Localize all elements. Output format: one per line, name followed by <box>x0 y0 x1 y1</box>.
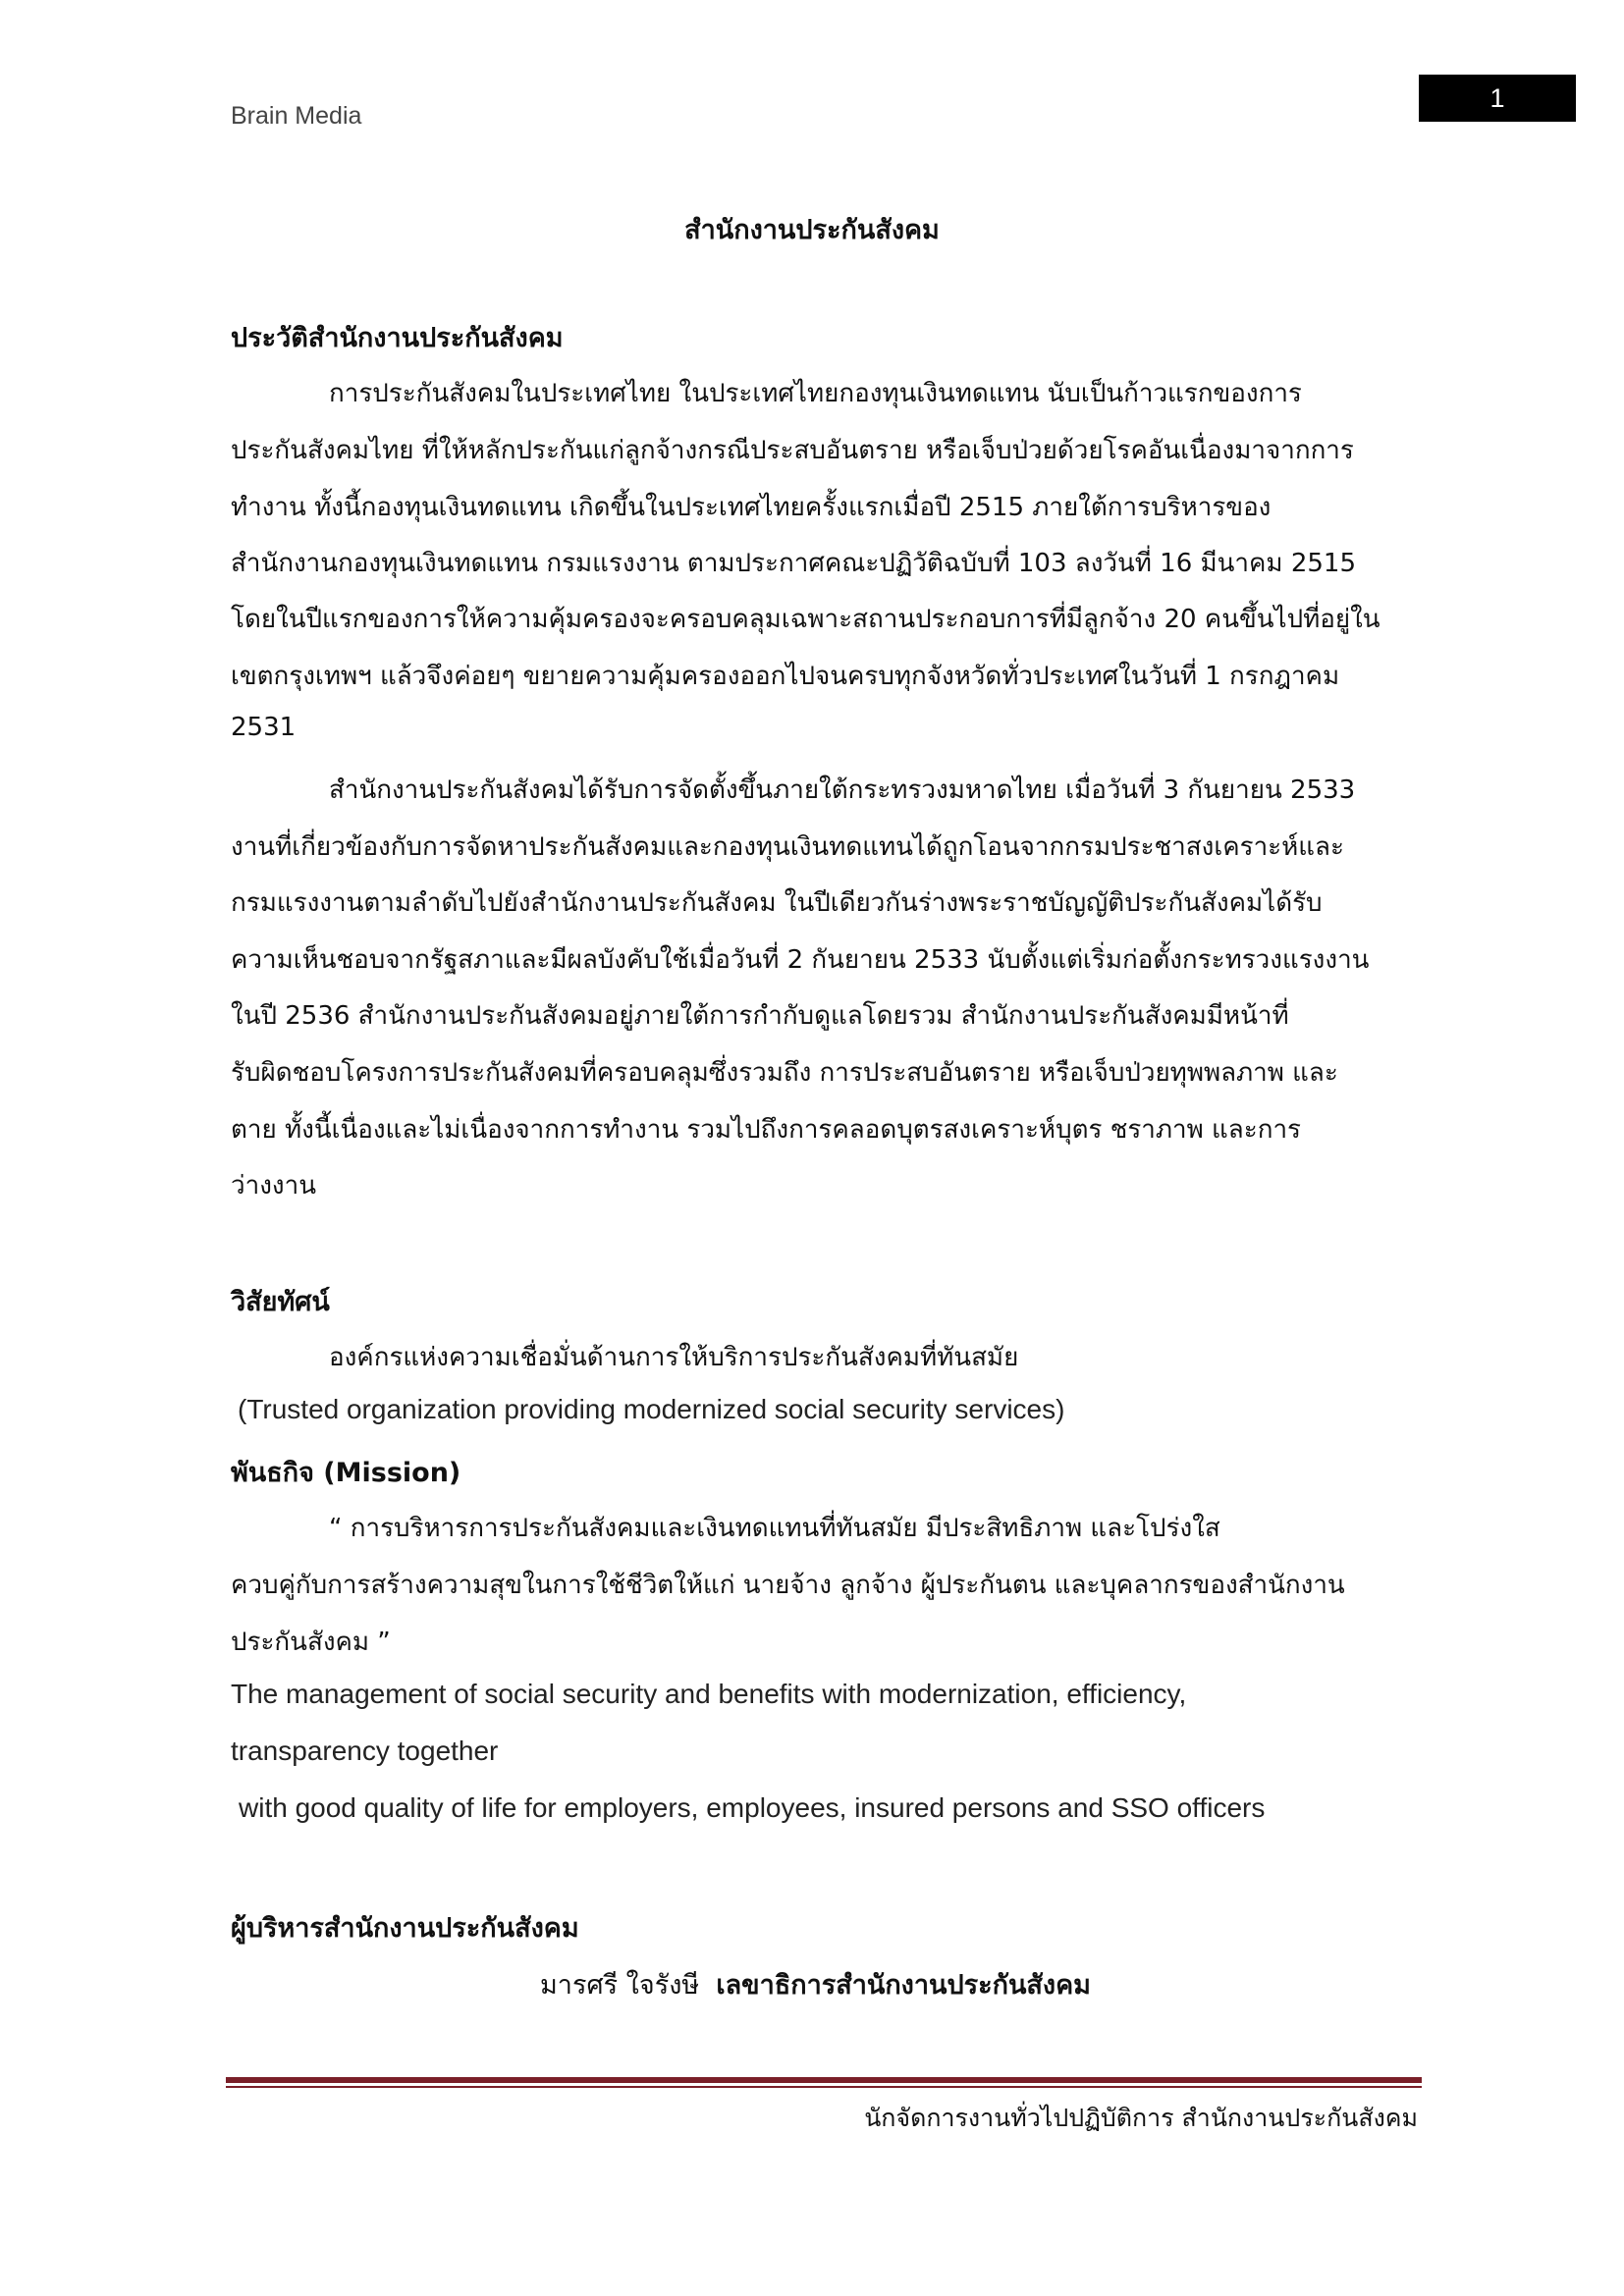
vision-thai: องค์กรแห่งความเชื่อมั่นด้านการให้บริการประกันสังคมที่ทันสมัย <box>329 1343 1019 1372</box>
history-line: การประกันสังคมในประเทศไทย ในประเทศไทยกองทุนเงินทดแทน นับเป็นก้าวแรกของการ <box>329 379 1302 408</box>
brand-name: Brain Media <box>231 102 362 130</box>
mission-english-line: The management of social security and benefits with modernization, efficiency, <box>231 1679 1187 1709</box>
history-line: ว่างงาน <box>231 1171 316 1201</box>
history-line: ความเห็นชอบจากรัฐสภาและมีผลบังคับใช้เมื่อวันที่ 2 กันยายน 2533 นับตั้งแต่เริ่มก่อตั้งกระทรวงแรงงาน <box>231 945 1370 975</box>
history-line: 2531 <box>231 713 297 742</box>
history-line: สำนักงานประกันสังคมได้รับการจัดตั้งขึ้นภายใต้กระทรวงมหาดไทย เมื่อวันที่ 3 กันยายน 2533 <box>329 775 1356 805</box>
executive-position: เลขาธิการสำนักงานประกันสังคม <box>716 1970 1091 2001</box>
history-line: กรมแรงงานตามลำดับไปยังสำนักงานประกันสังคม ในปีเดียวกันร่างพระราชบัญญัติประกันสังคมได้รับ <box>231 888 1323 918</box>
page-title: สำนักงานประกันสังคม <box>684 215 940 245</box>
history-line: ในปี 2536 สำนักงานประกันสังคมอยู่ภายใต้การกำกับดูแลโดยรวม สำนักงานประกันสังคมมีหน้าที่ <box>231 1001 1289 1031</box>
history-heading: ประวัติสำนักงานประกันสังคม <box>231 323 564 353</box>
footer-text: นักจัดการงานทั่วไปปฏิบัติการ สำนักงานประกันสังคม <box>864 2104 1418 2132</box>
history-line: เขตกรุงเทพฯ แล้วจึงค่อยๆ ขยายความคุ้มครองออกไปจนครบทุกจังหวัดทั่วประเทศในวันที่ 1 กรกฎาคม <box>231 662 1340 691</box>
footer-rule <box>226 2077 1422 2083</box>
executive-line <box>540 1963 1091 2005</box>
vision-heading: วิสัยทัศน์ <box>231 1287 330 1317</box>
vision-english: (Trusted organization providing modernized social security services) <box>238 1394 1065 1424</box>
history-line: โดยในปีแรกของการให้ความคุ้มครองจะครอบคลุมเฉพาะสถานประกอบการที่มีลูกจ้าง 20 คนขึ้นไปที่อยู่ใน <box>231 605 1380 634</box>
history-line: ประกันสังคมไทย ที่ให้หลักประกันแก่ลูกจ้างกรณีประสบอันตราย หรือเจ็บป่วยด้วยโรคอันเนื่องมาจากการ <box>231 436 1354 465</box>
executive-heading: ผู้บริหารสำนักงานประกันสังคม <box>231 1913 579 1944</box>
mission-heading: พันธกิจ (Mission) <box>231 1458 461 1488</box>
mission-english-line: transparency together <box>231 1735 499 1766</box>
mission-english-line: with good quality of life for employers, employees, insured persons and SSO officers <box>239 1792 1266 1823</box>
history-line: สำนักงานกองทุนเงินทดแทน กรมแรงงาน ตามประกาศคณะปฏิวัติฉบับที่ 103 ลงวันที่ 16 มีนาคม 2515 <box>231 549 1356 578</box>
executive-name: มารศรี ใจรังษี <box>540 1970 700 2001</box>
page-number: 1 <box>1419 75 1576 122</box>
mission-thai-line: ประกันสังคม ” <box>231 1628 391 1657</box>
history-line: ตาย ทั้งนี้เนื่องและไม่เนื่องจากการทำงาน รวมไปถึงการคลอดบุตรสงเคราะห์บุตร ชราภาพ และการ <box>231 1115 1302 1145</box>
footer-rule-thin <box>226 2086 1422 2088</box>
history-line: งานที่เกี่ยวข้องกับการจัดหาประกันสังคมและกองทุนเงินทดแทนได้ถูกโอนจากกรมประชาสงเคราะห์และ <box>231 832 1344 862</box>
mission-thai-line: “ การบริหารการประกันสังคมและเงินทดแทนที่ทันสมัย มีประสิทธิภาพ และโปร่งใส <box>329 1514 1220 1543</box>
mission-thai-line: ควบคู่กับการสร้างความสุขในการใช้ชีวิตให้แก่ นายจ้าง ลูกจ้าง ผู้ประกันตน และบุคลากรของสำนักงาน <box>231 1571 1345 1600</box>
history-line: ทำงาน ทั้งนี้กองทุนเงินทดแทน เกิดขึ้นในประเทศไทยครั้งแรกเมื่อปี 2515 ภายใต้การบริหารของ <box>231 493 1272 522</box>
history-line: รับผิดชอบโครงการประกันสังคมที่ครอบคลุมซึ่งรวมถึง การประสบอันตราย หรือเจ็บป่วยทุพพลภาพ และ <box>231 1058 1338 1088</box>
